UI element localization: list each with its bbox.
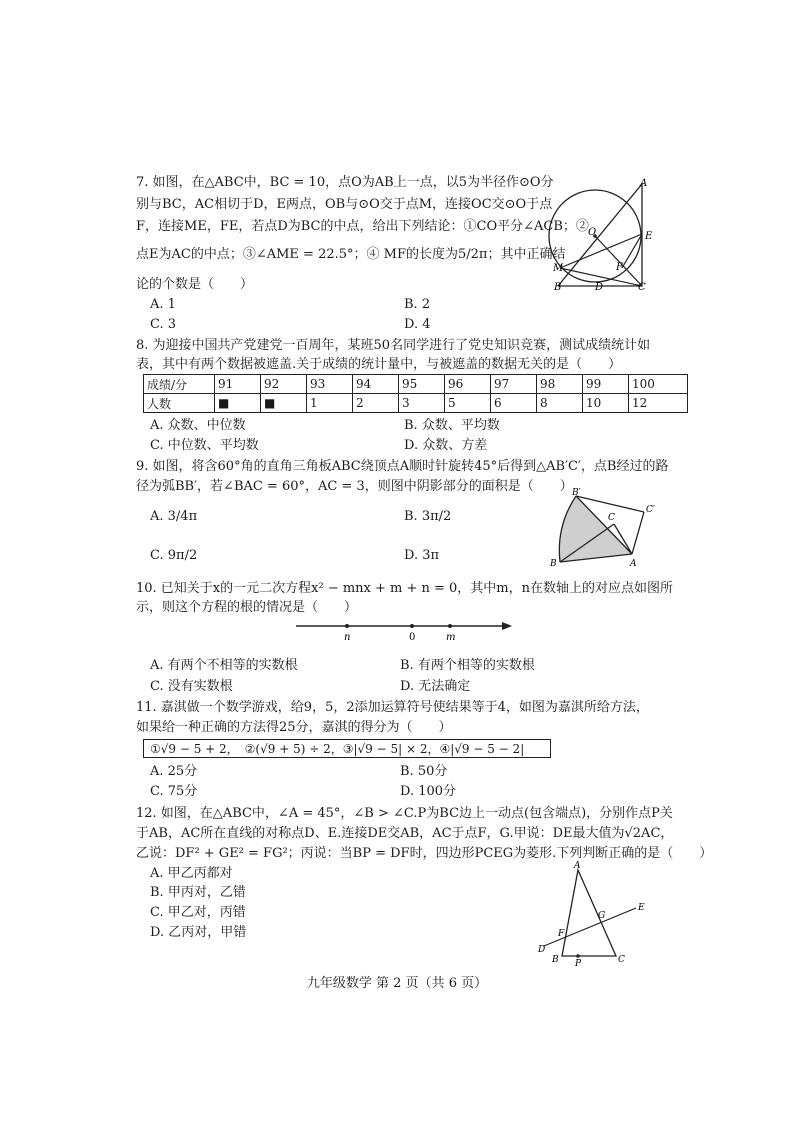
q9-option-b: B. 3π/2 xyxy=(404,509,452,524)
page-footer: 九年级数学 第 2 页（共 6 页） xyxy=(306,976,488,991)
table-cell: 3 xyxy=(399,394,445,413)
table-cell: 10 xyxy=(583,394,629,413)
q11-methods-box: ①√9 − 5 + 2， ②(√9 + 5) ÷ 2，③|√9 − 5| × 2，④|√9 − 5 − 2| xyxy=(143,739,551,758)
q7-label-a: A xyxy=(640,178,648,189)
q9-option-c: C. 9π/2 xyxy=(150,548,198,563)
q10-label-zero: 0 xyxy=(409,632,416,643)
q9-label-c: C xyxy=(608,513,615,523)
q9-option-d: D. 3π xyxy=(404,548,440,563)
table-cell: 8 xyxy=(537,394,583,413)
table-cell: 93 xyxy=(307,375,353,394)
q12-label-a: A xyxy=(574,861,581,871)
q10-line1: 10. 已知关于x的一元二次方程x² − mnx + m + n = 0，其中m，n在数轴上的对应点如图所 xyxy=(136,581,674,596)
table-cell: 2 xyxy=(353,394,399,413)
q12-label-b: B xyxy=(552,955,559,965)
q11-option-a: A. 25分 xyxy=(150,764,198,779)
q12-label-g: G xyxy=(598,911,606,921)
table-cell: 92 xyxy=(261,375,307,394)
table-cell: 94 xyxy=(353,375,399,394)
q12-line3: 乙说：DF² + GE² = FG²；丙说：当BP = DF时，四边形PCEG为菱形.下列判断正确的是（ ） xyxy=(136,846,713,861)
table-cell: 12 xyxy=(629,394,688,413)
table-header-score: 成绩/分 xyxy=(144,375,215,394)
q11-option-d: D. 100分 xyxy=(400,784,457,799)
q7-circle-figure xyxy=(548,176,660,294)
q10-option-d: D. 无法确定 xyxy=(400,679,471,694)
q7-line3: F，连接ME，FE，若点D为BC的中点，给出下列结论：①CO平分∠ACB；② xyxy=(136,219,589,234)
q11-option-c: C. 75分 xyxy=(150,784,198,799)
q7-option-a: A. 1 xyxy=(150,297,176,312)
q8-score-table xyxy=(143,374,688,413)
q9-option-a: A. 3/4π xyxy=(150,509,198,524)
q7-option-c: C. 3 xyxy=(150,317,177,332)
q12-line1: 12. 如图，在△ABC中，∠A = 45°，∠B > ∠C.P为BC边上一动点(包含端点)，分别作点P关 xyxy=(136,806,673,821)
q7-option-b: B. 2 xyxy=(404,297,431,312)
table-cell: 5 xyxy=(445,394,491,413)
table-row xyxy=(144,375,688,394)
q12-option-c: C. 甲乙对，丙错 xyxy=(150,905,246,920)
q7-label-c: C xyxy=(638,282,646,293)
q10-option-b: B. 有两个相等的实数根 xyxy=(400,658,535,673)
table-cell-masked: ■ xyxy=(215,394,261,413)
q8-line1: 8. 为迎接中国共产党建党一百周年，某班50名同学进行了党史知识竞赛，测试成绩统计如 xyxy=(136,338,651,353)
q11-line1: 11. 嘉淇做一个数学游戏，给9，5，2添加运算符号使结果等于4，如图为嘉淇所给方法， xyxy=(136,700,649,715)
table-header-count: 人数 xyxy=(144,394,215,413)
q9-rotation-figure xyxy=(548,486,660,568)
q9-label-b-prime: B′ xyxy=(572,488,581,498)
q11-line2: 如果给一种正确的方法得25分，嘉淇的得分为（ ） xyxy=(136,720,452,735)
table-cell: 98 xyxy=(537,375,583,394)
q7-label-e: E xyxy=(645,231,653,242)
q12-option-b: B. 甲丙对，乙错 xyxy=(150,885,246,900)
table-cell: 6 xyxy=(491,394,537,413)
table-row xyxy=(144,394,688,413)
q7-label-m: M xyxy=(553,263,564,274)
q7-label-o: O xyxy=(588,227,597,238)
q10-option-a: A. 有两个不相等的实数根 xyxy=(150,658,298,673)
q12-label-p: P xyxy=(575,959,582,966)
q11-option-b: B. 50分 xyxy=(400,764,448,779)
q7-line1: 7. 如图，在△ABC中，BC = 10，点O为AB上一点，以5为半径作⊙O分 xyxy=(136,175,554,190)
table-cell: 91 xyxy=(215,375,261,394)
table-cell-masked: ■ xyxy=(261,394,307,413)
q9-line1: 9. 如图，将含60°角的直角三角板ABC绕顶点A顺时针旋转45°后得到△AB′C′，点B经过的路 xyxy=(136,459,669,474)
q12-line2: 于AB，AC所在直线的对称点D、E.连接DE交AB，AC于点F，G.甲说：DE最大值为√2AC， xyxy=(136,826,674,841)
q12-label-f: F xyxy=(558,929,565,939)
q9-line2: 径为弧BB′，若∠BAC = 60°，AC = 3，则图中阴影部分的面积是（ ） xyxy=(136,479,573,494)
q12-label-e: E xyxy=(638,903,645,913)
table-cell: 96 xyxy=(445,375,491,394)
q9-label-a: A xyxy=(630,559,637,568)
q12-label-c: C xyxy=(618,955,625,965)
q10-option-c: C. 没有实数根 xyxy=(150,679,233,694)
q10-label-m: m xyxy=(446,632,456,643)
q12-option-a: A. 甲乙丙都对 xyxy=(150,866,233,881)
q8-option-d: D. 众数、方差 xyxy=(404,438,488,453)
q8-option-a: A. 众数、中位数 xyxy=(150,418,246,433)
q9-label-b: B xyxy=(550,559,557,568)
table-cell: 97 xyxy=(491,375,537,394)
q8-line2: 表，其中有两个数据被遮盖.关于成绩的统计量中，与被遮盖的数据无关的是（ ） xyxy=(136,357,622,372)
q7-line2: 别与BC，AC相切于D，E两点，OB与⊙O交于点M，连接OC交⊙O于点 xyxy=(136,197,553,212)
q7-option-d: D. 4 xyxy=(404,317,431,332)
q7-label-d: D xyxy=(595,282,604,293)
q9-label-c-prime: C′ xyxy=(646,505,655,515)
q12-triangle-figure xyxy=(534,858,650,966)
table-cell: 95 xyxy=(399,375,445,394)
q12-option-d: D. 乙丙对，甲错 xyxy=(150,925,247,940)
q8-option-b: B. 众数、平均数 xyxy=(404,418,500,433)
q7-label-b: B xyxy=(554,282,562,293)
q7-line4: 点E为AC的中点；③∠AME = 22.5°；④ MF的长度为5/2π；其中正确结 xyxy=(136,247,566,262)
q10-line2: 示，则这个方程的根的情况是（ ） xyxy=(136,600,358,615)
table-cell: 99 xyxy=(583,375,629,394)
q7-line5: 论的个数是（ ） xyxy=(136,277,254,292)
q12-label-d: D xyxy=(538,945,546,955)
q8-option-c: C. 中位数、平均数 xyxy=(150,438,259,453)
q10-number-line xyxy=(292,616,516,644)
q10-label-n: n xyxy=(344,632,351,643)
table-cell: 100 xyxy=(629,375,688,394)
table-cell: 1 xyxy=(307,394,353,413)
q7-label-f: F xyxy=(616,262,623,273)
